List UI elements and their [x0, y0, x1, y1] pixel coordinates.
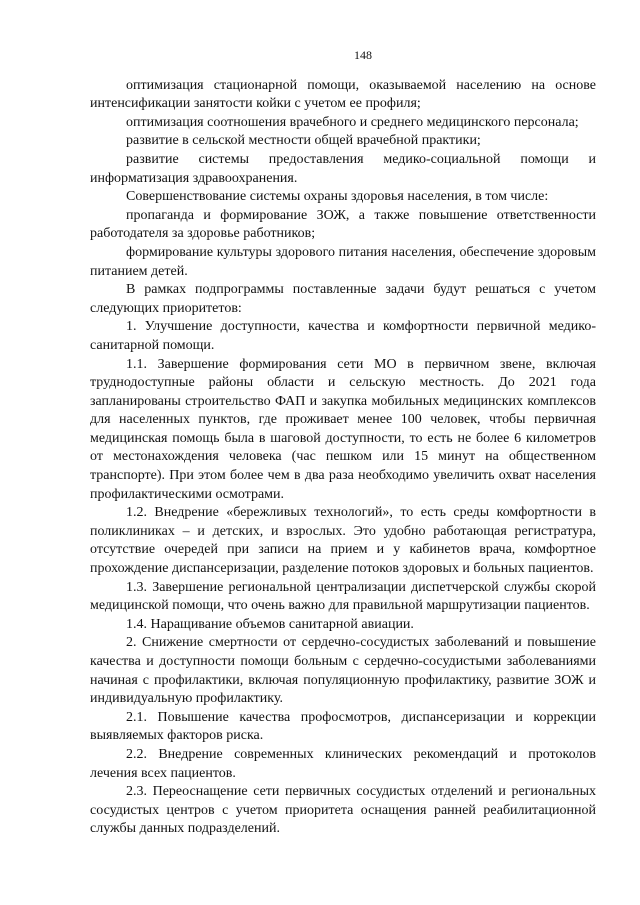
paragraph: развитие в сельской местности общей врачебной практики; [126, 133, 481, 149]
document-body [90, 77, 596, 839]
paragraph: В рамках подпрограммы поставленные задачи будут решаться с учетом следующих приоритетов: [90, 282, 596, 316]
paragraph: пропаганда и формирование ЗОЖ, а также повышение ответственности работодателя за здоровье работников; [90, 207, 596, 242]
paragraph: 2.3. Переоснащение сети первичных сосудистых отделений и региональных сосудистых центров с учетом приоритета оснащения ранней реабилитационной службы данных подразделений. [90, 784, 596, 837]
paragraph: 1.3. Завершение региональной централизации диспетчерской службы скорой медицинской помощи, что очень важно для правильной маршрутизации пациентов. [90, 579, 596, 614]
paragraph: оптимизация соотношения врачебного и среднего медицинского персонала; [126, 114, 579, 130]
paragraph: 2.2. Внедрение современных клинических рекомендаций и протоколов лечения всех пациентов. [90, 746, 596, 781]
paragraph: Совершенствование системы охраны здоровья населения, в том числе: [126, 189, 549, 205]
paragraph: 1.2. Внедрение «бережливых технологий», то есть среды комфортности в поликлиниках – и детских, и взрослых. Это удобно работающая регистратура, отсутствие очередей при записи на прием и у кабинетов врача, комфортное прохождение диспансеризации, разделение потоков здоровых и больных пациентов. [90, 505, 596, 577]
paragraph: 1.4. Наращивание объемов санитарной авиации. [126, 616, 414, 632]
paragraph: развитие системы предоставления медико-социальной помощи и информатизация здравоохранения. [90, 151, 596, 186]
paragraph: 1. Улучшение доступности, качества и комфортности первичной медико-санитарной помощи. [90, 319, 596, 353]
paragraph: оптимизация стационарной помощи, оказываемой населению на основе интенсификации занятости койки с учетом ее профиля; [90, 77, 596, 112]
page-number: 148 [354, 48, 372, 62]
paragraph: 2. Снижение смертности от сердечно-сосудистых заболеваний и повышение качества и доступности помощи больным с сердечно-сосудистыми заболеваниями начиная с профилактики, включая популяционную профилактику, развитие ЗОЖ и индивидуальную профилактику. [90, 635, 596, 707]
paragraph: формирование культуры здорового питания населения, обеспечение здоровым питанием детей. [90, 244, 596, 279]
paragraph: 1.1. Завершение формирования сети МО в первичном звене, включая труднодоступные районы области и сельскую местность. До 2021 года запланированы строительство ФАП и закупка мобильных медицинских комплексов для населенных пунктов, где проживает менее 100 человек, чтобы первичная медицинская помощь была в шаговой доступности, то есть не более 6 километров от местонахождения человека (час пешком или 15 минут на общественном транспорте). При этом более чем в два раза необходимо увеличить охват населения профилактическими осмотрами. [90, 356, 596, 502]
paragraph: 2.1. Повышение качества профосмотров, диспансеризации и коррекции выявляемых факторов риска. [90, 709, 596, 744]
